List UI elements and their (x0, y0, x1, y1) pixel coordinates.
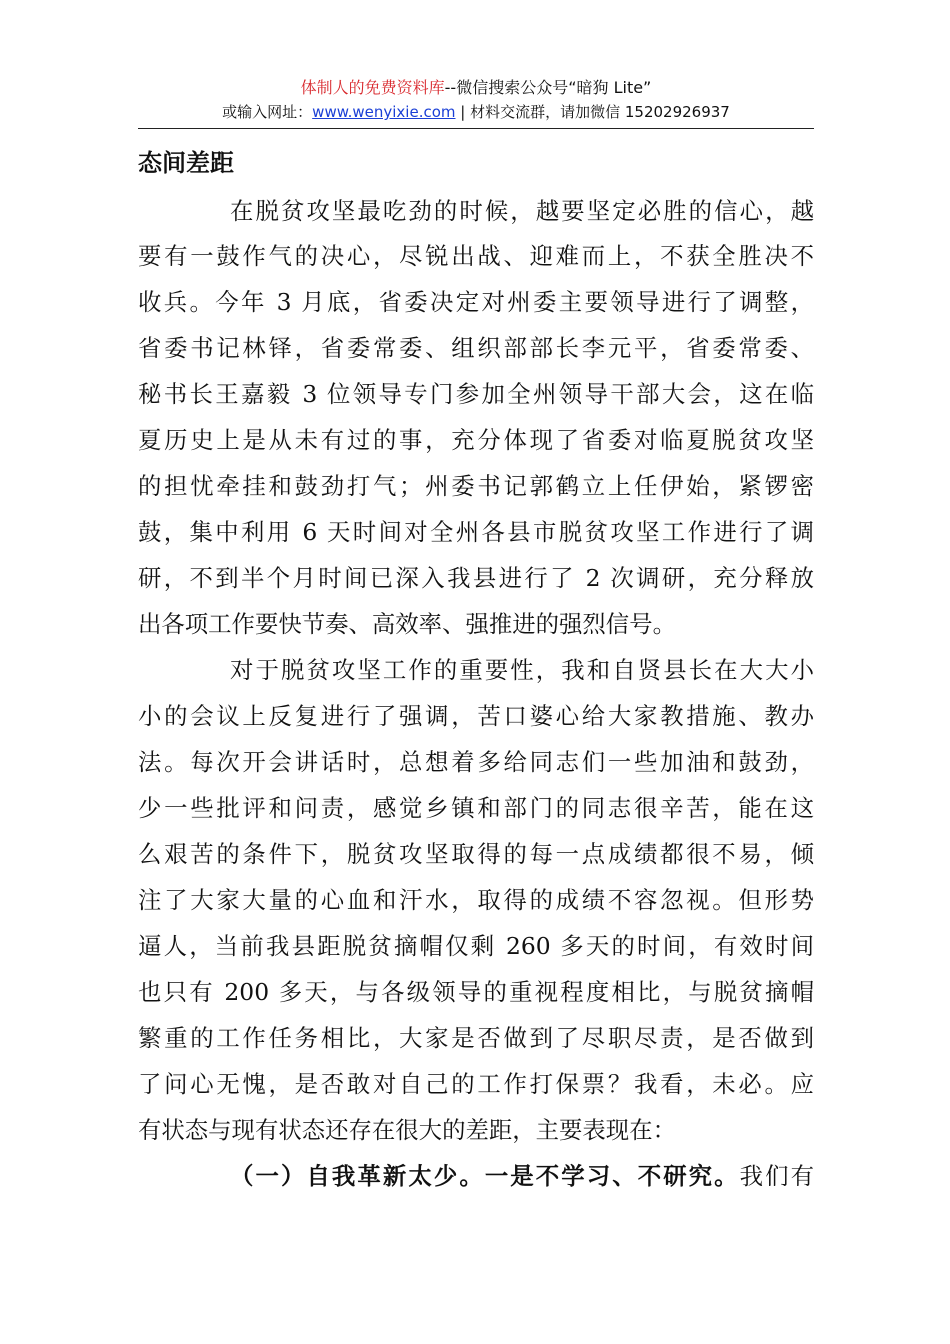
paragraph-line: 了问心无愧，是否敢对自己的工作打保票？我看，未必。应 (138, 1070, 814, 1098)
header-url-prefix: 或输入网址： (222, 103, 313, 121)
paragraph-line: 要有一鼓作气的决心，尽锐出战、迎难而上，不获全胜决不 (138, 242, 814, 270)
paragraph-line: 的担忧牵挂和鼓劲打气；州委书记郭鹤立上任伊始，紧锣密 (138, 472, 814, 500)
subheading-normal-text: 我们有 (739, 1162, 815, 1190)
paragraph-line: 逼人，当前我县距脱贫摘帽仅剩 260 多天的时间，有效时间 (138, 932, 814, 960)
paragraph-line: 么艰苦的条件下，脱贫攻坚取得的每一点成绩都很不易，倾 (138, 840, 814, 868)
paragraph-line: 注了大家大量的心血和汗水，取得的成绩不容忽视。但形势 (138, 886, 814, 914)
paragraph-line: 法。每次开会讲话时，总想着多给同志们一些加油和鼓劲， (138, 748, 814, 776)
paragraph-line: 鼓，集中利用 6 天时间对全州各县市脱贫攻坚工作进行了调 (138, 518, 814, 546)
paragraph-line: 收兵。今年 3 月底，省委决定对州委主要领导进行了调整， (138, 288, 814, 316)
paragraph-line: 夏历史上是从未有过的事，充分体现了省委对临夏脱贫攻坚 (138, 426, 814, 454)
paragraph-line: 也只有 200 多天，与各级领导的重视程度相比，与脱贫摘帽 (138, 978, 814, 1006)
section-title: 态间差距 (138, 148, 234, 177)
paragraph-line: 在脱贫攻坚最吃劲的时候，越要坚定必胜的信心，越 (230, 197, 814, 225)
paragraph-line: 繁重的工作任务相比，大家是否做到了尽职尽责，是否做到 (138, 1024, 814, 1052)
paragraph-line: 秘书长王嘉毅 3 位领导专门参加全州领导干部大会，这在临 (138, 380, 814, 408)
paragraph-line: 有状态与现有状态还存在很大的差距，主要表现在： (138, 1116, 676, 1144)
header-contact: | 材料交流群，请加微信 15202926937 (455, 103, 730, 121)
document-header (138, 76, 814, 129)
paragraph-line: 少一些批评和问责，感觉乡镇和部门的同志很辛苦，能在这 (138, 794, 814, 822)
paragraph-line: 出各项工作要快节奏、高效率、强推进的强烈信号。 (138, 610, 676, 638)
paragraph-line: 对于脱贫攻坚工作的重要性，我和自贤县长在大大小 (230, 656, 814, 684)
header-banner (138, 76, 814, 100)
subheading-bold-text: （一）自我革新太少。一是不学习、不研究。 (230, 1162, 740, 1190)
header-url-link[interactable]: www.wenyixie.com (312, 103, 456, 121)
paragraph-line: 研，不到半个月时间已深入我县进行了 2 次调研，充分释放 (138, 564, 814, 592)
subheading-line (230, 1158, 814, 1194)
paragraph-line: 小的会议上反复进行了强调，苦口婆心给大家教措施、教办 (138, 702, 814, 730)
header-contact-line (138, 100, 814, 124)
paragraph-line: 省委书记林铎，省委常委、组织部部长李元平，省委常委、 (138, 334, 814, 362)
header-tagline: --微信搜索公众号“暗狗 Lite” (444, 78, 652, 97)
header-brand: 体制人的免费资料库 (300, 78, 445, 97)
